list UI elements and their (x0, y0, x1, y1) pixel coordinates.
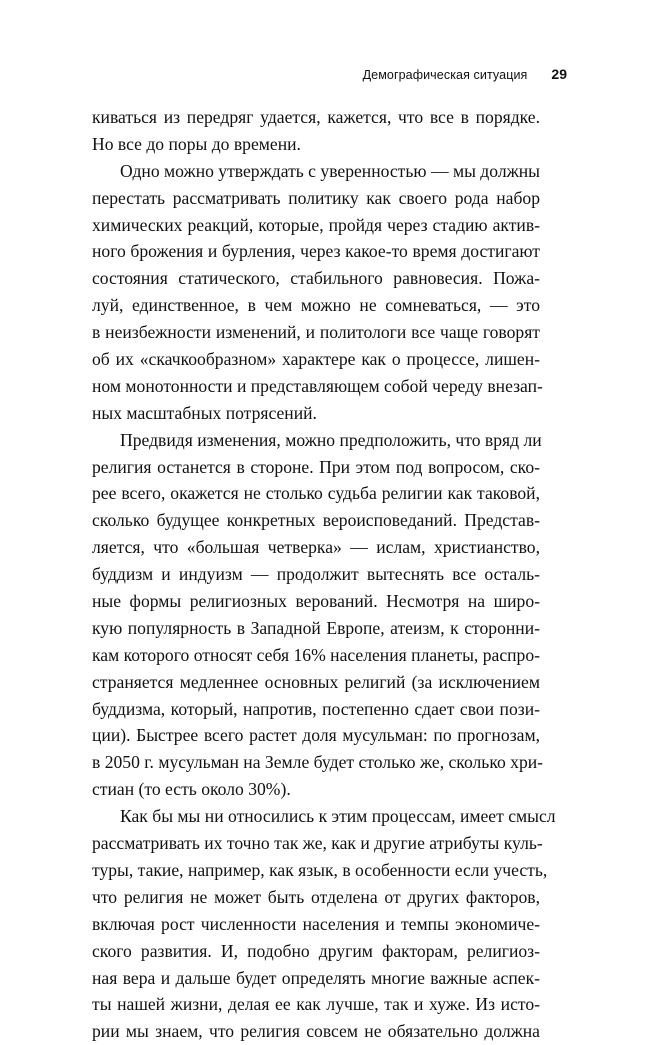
text-line: включая рост численности населения и темпы экономиче- (92, 913, 540, 934)
text-line: ная вера и дальше будет определять многие важные аспек- (92, 967, 540, 988)
text-line: буддизм и индуизм — продолжит вытеснять все осталь- (92, 564, 540, 585)
text-line: Но все до поры до времени. (92, 133, 301, 154)
text-line: состояния статического, стабильного равновесия. Пожа- (92, 268, 540, 289)
paragraph-3 (92, 427, 544, 803)
text-line: Предвидя изменения, можно предположить, что вряд ли (120, 429, 542, 450)
running-title: Демографическая ситуация (362, 68, 528, 82)
text-line: стиан (то есть около 30%). (92, 779, 291, 800)
text-line: религия останется в стороне. При этом под вопросом, ско- (92, 456, 540, 477)
text-line: ского развития. И, подобно другим факторам, религиоз- (92, 940, 540, 961)
text-line: ные формы религиозных верований. Несмотря на широ- (92, 591, 540, 612)
text-line: кую популярность в Западной Европе, атеизм, к сторонни- (92, 617, 540, 638)
body-text (92, 104, 556, 1045)
text-line: сколько будущее конкретных вероисповеданий. Представ- (92, 510, 540, 531)
page-number: 29 (551, 66, 567, 82)
text-line: туры, такие, например, как язык, в особенности если учесть, (92, 859, 548, 880)
text-line: Одно можно утверждать с уверенностью — мы должны (120, 160, 540, 181)
text-line: кам которого относят себя 16% населения планеты, распро- (92, 644, 540, 665)
text-line: ном монотонности и представляющем собой череду внезап- (92, 375, 543, 396)
running-head (363, 66, 567, 82)
paragraph-1 (92, 104, 540, 158)
text-line: ты нашей жизни, делая ее как лучше, так и хуже. Из исто- (92, 994, 540, 1015)
paragraph-2 (92, 158, 543, 427)
text-line: что религия не может быть отделена от других факторов, (92, 886, 540, 907)
text-line: ции). Быстрее всего растет доля мусульман: по прогнозам, (92, 725, 540, 746)
text-line: об их «скачкообразном» характере как о процессе, лишен- (92, 349, 540, 370)
paragraph-4 (92, 803, 556, 1045)
text-line: Как бы мы ни относились к этим процессам, имеет смысл (120, 806, 556, 827)
text-line: в неизбежности изменений, и политологи все чаще говорят (92, 322, 540, 343)
text-line: перестать рассматривать политику как своего рода набор (92, 187, 540, 208)
text-line: в 2050 г. мусульман на Земле будет столько же, сколько хри- (92, 752, 544, 773)
text-line: рее всего, окажется не столько судьба религии как таковой, (92, 483, 540, 504)
text-line: химических реакций, которые, пройдя через стадию актив- (92, 214, 540, 235)
text-line: страняется медленнее основных религий (за исключением (92, 671, 540, 692)
text-line: ных масштабных потрясений. (92, 402, 317, 423)
text-line: буддизма, который, напротив, постепенно сдает свои пози- (92, 698, 540, 719)
text-line: луй, единственное, в чем можно не сомневаться, — это (92, 295, 540, 316)
text-line: рассматривать их точно так же, как и другие атрибуты куль- (92, 833, 543, 854)
text-line: киваться из передряг удается, кажется, что все в порядке. (92, 107, 540, 127)
text-line: ляется, что «большая четверка» — ислам, христианство, (92, 537, 540, 558)
text-line: рии мы знаем, что религия совсем не обязательно должна (92, 1021, 540, 1042)
text-line: ного брожения и бурления, через какое-то время достигают (92, 241, 540, 262)
